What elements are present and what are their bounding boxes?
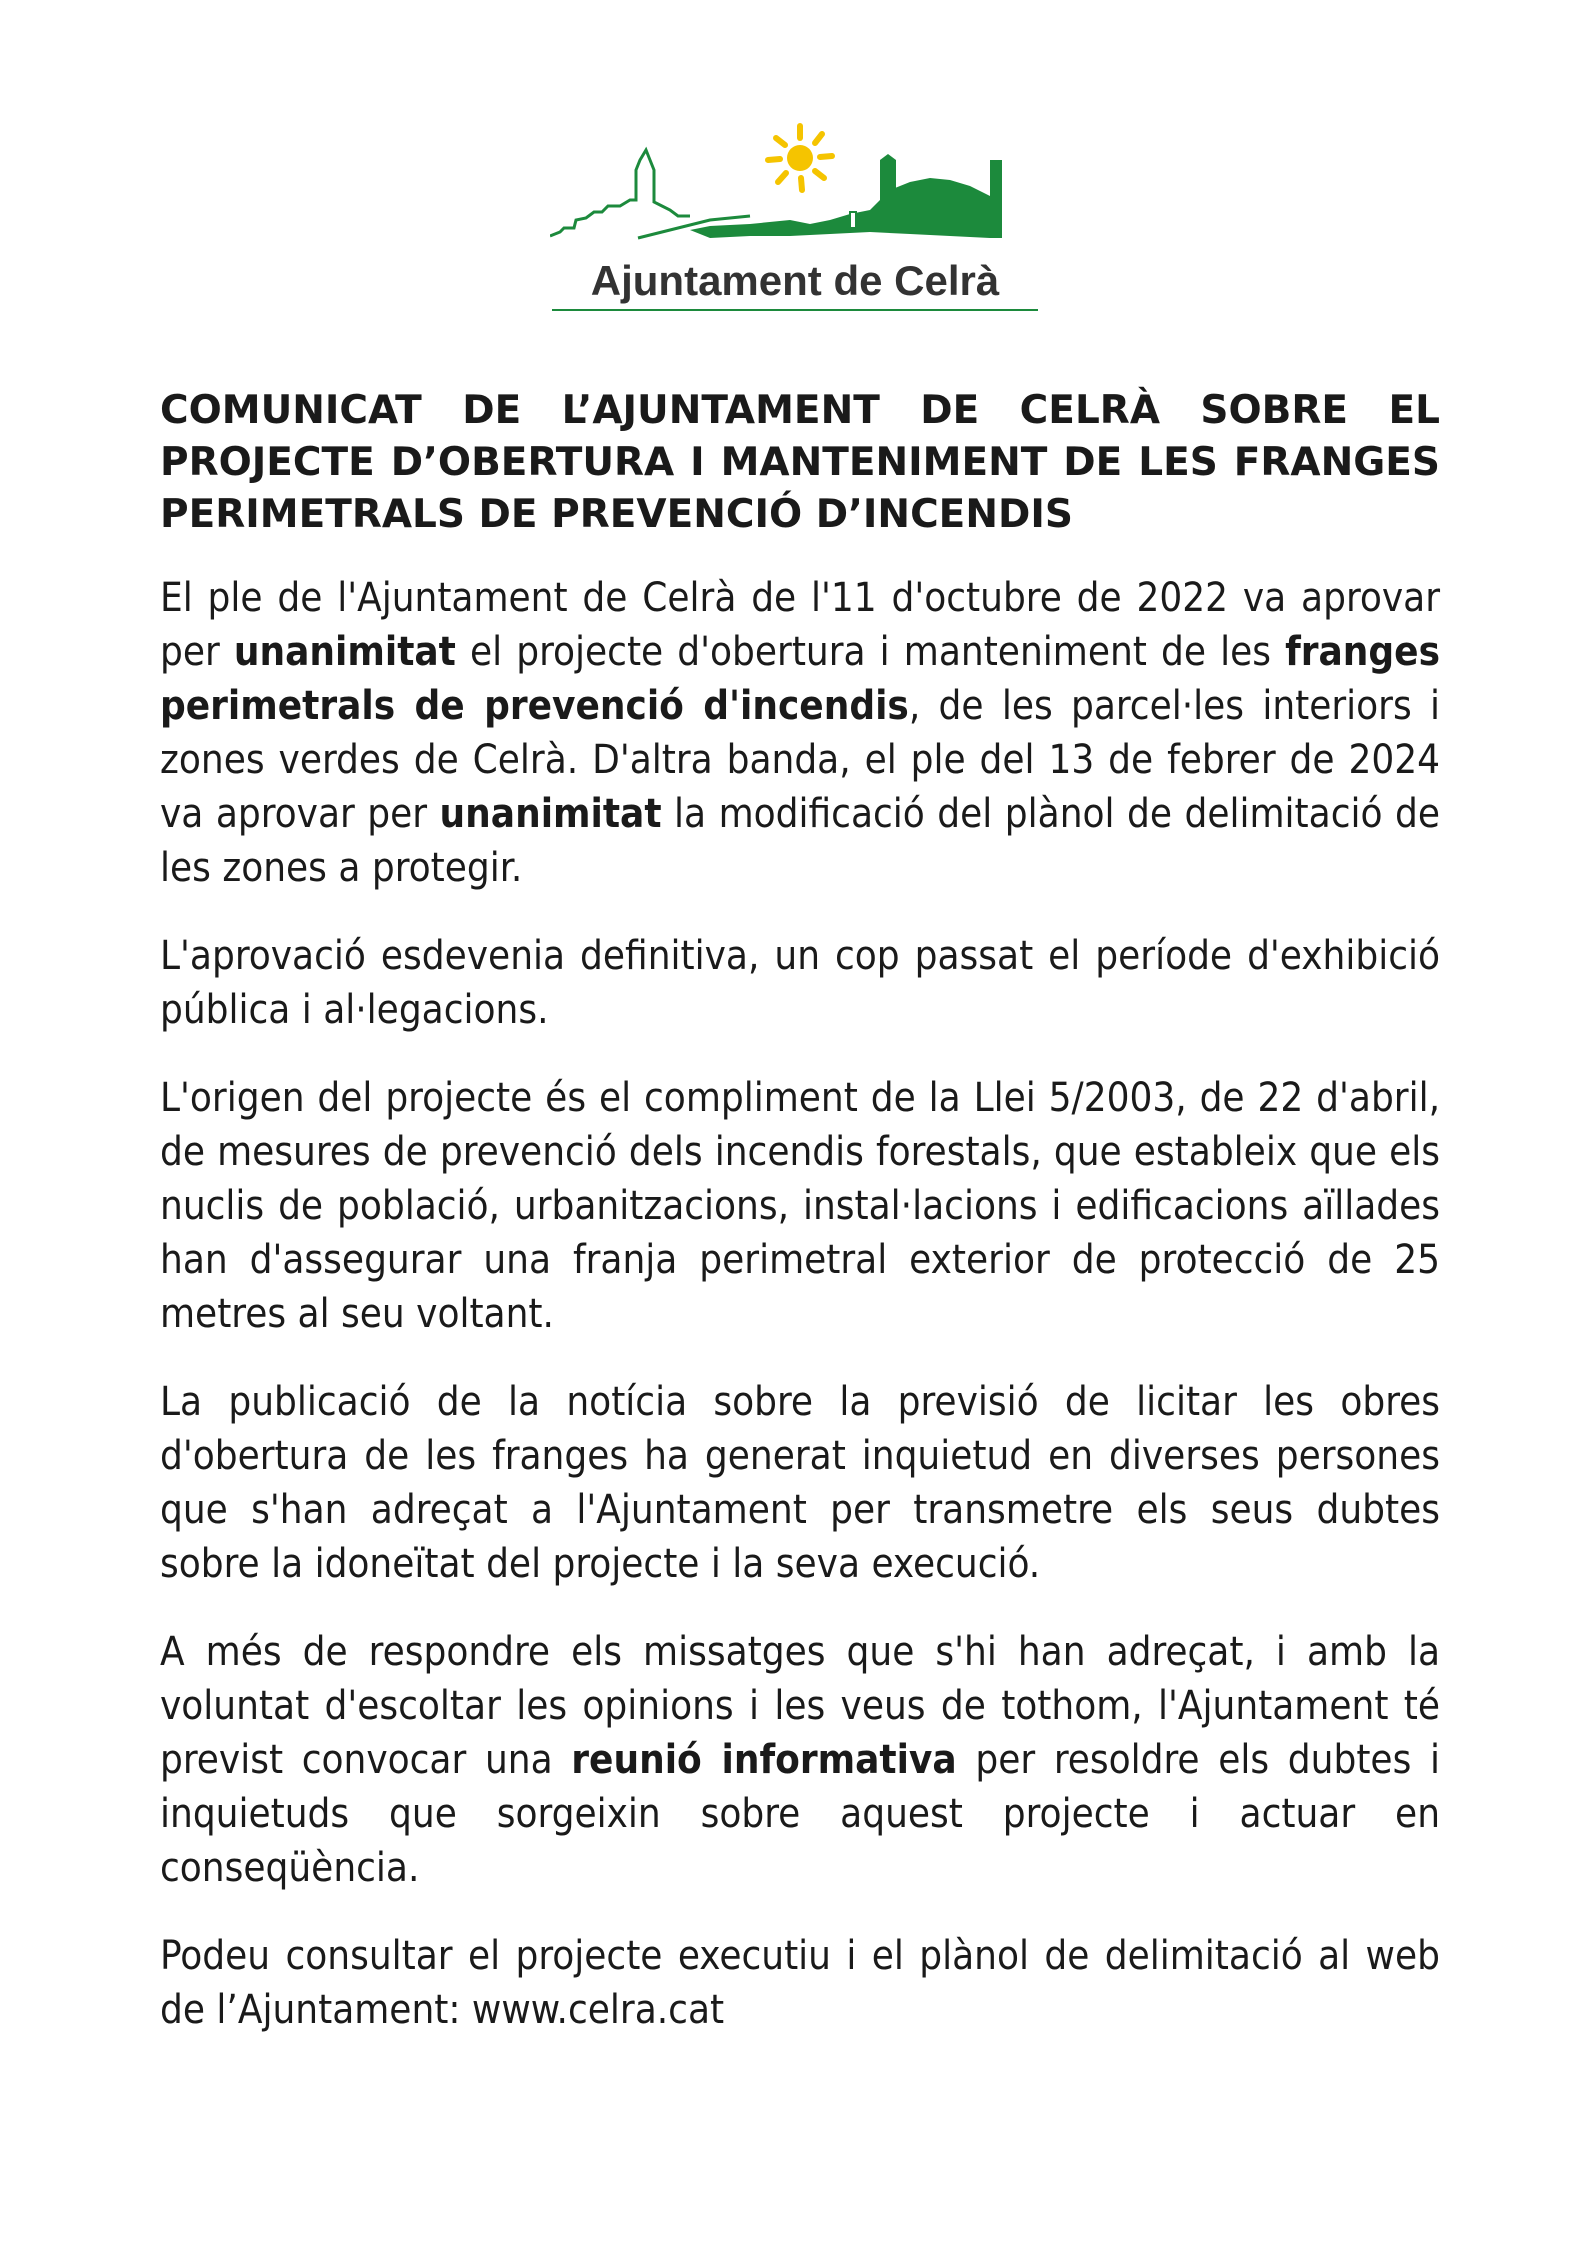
text-span: el projecte d'obertura i manteniment de les <box>455 629 1286 675</box>
town-silhouette-icon <box>550 150 1002 238</box>
sun-icon <box>768 126 832 190</box>
paragraph-meeting <box>160 1625 1440 1895</box>
text-span: , de les parcel·les interiors i zones verdes de Celrà. D'altra banda, el ple del 13 de febrer de 2024 va aprovar per <box>160 683 1440 837</box>
paragraph-approval <box>160 571 1440 895</box>
bold-text: unanimitat <box>439 791 662 837</box>
text-span: per resoldre els dubtes i inquietuds que sorgeixin sobre aquest projecte i actuar en conseqüència. <box>160 1737 1440 1891</box>
paragraph-definitive: L'aprovació esdevenia definitiva, un cop passat el període d'exhibició pública i al·legacions. <box>160 933 1440 1033</box>
document-body <box>160 385 1440 2071</box>
text-span: El ple de l'Ajuntament de Celrà de l'11 d'octubre de 2022 va aprovar per <box>160 575 1440 675</box>
bold-text: unanimitat <box>233 629 456 675</box>
ajuntament-logo <box>550 120 1040 320</box>
bold-text: reunió informativa <box>571 1737 957 1783</box>
logo-graphic <box>550 120 1040 320</box>
document-title: COMUNICAT DE L’AJUNTAMENT DE CELRÀ SOBRE EL PROJECTE D’OBERTURA I MANTENIMENT DE LES FRANGES PERIMETRALS DE PREVENCIÓ D’INCENDIS <box>160 388 1440 537</box>
paragraph-consult: Podeu consultar el projecte executiu i el plànol de delimitació al web de l’Ajuntament: www.celra.cat <box>160 1933 1440 2033</box>
text-span: A més de respondre els missatges que s'hi han adreçat, i amb la voluntat d'escoltar les opinions i les veus de tothom, l'Ajuntament té previst convocar una <box>160 1629 1440 1783</box>
paragraph-publication: La publicació de la notícia sobre la previsió de licitar les obres d'obertura de les franges ha generat inquietud en diverses persones que s'han adreçat a l'Ajuntament per transmetre els seus dubtes sobre la idoneïtat del projecte i la seva execució. <box>160 1379 1440 1587</box>
paragraph-origin: L'origen del projecte és el compliment de la Llei 5/2003, de 22 d'abril, de mesures de prevenció dels incendis forestals, que estableix que els nuclis de població, urbanitzacions, instal·lacions i edificacions aïllades han d'assegurar una franja perimetral exterior de protecció de 25 metres al seu voltant. <box>160 1075 1440 1337</box>
text-span: la modificació del plànol de delimitació de les zones a protegir. <box>160 791 1440 891</box>
bold-text: franges perimetrals de prevenció d'incendis <box>160 629 1440 729</box>
logo-wordmark: Ajuntament de Celrà <box>590 257 1000 304</box>
